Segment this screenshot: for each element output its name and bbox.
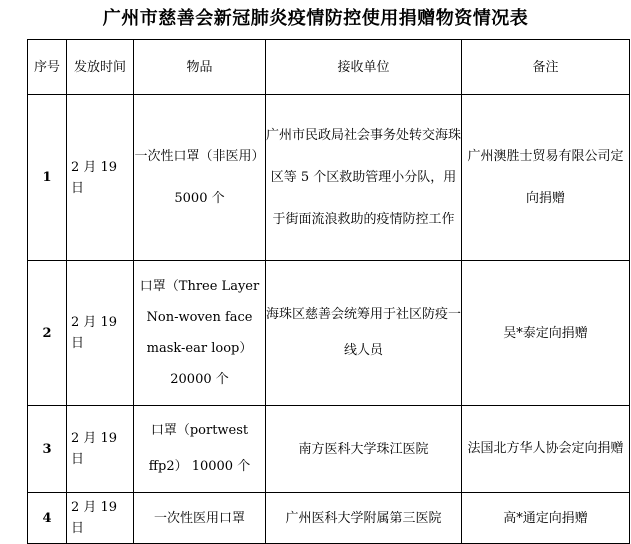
row-recipient: 海珠区慈善会统筹用于社区防疫一线人员 (266, 261, 462, 406)
table-row (28, 261, 630, 406)
row-item: 口罩（portwest ffp2） 10000 个 (134, 406, 266, 493)
row-note: 吴*泰定向捐赠 (462, 261, 630, 406)
row-date: 2 月 19 日 (67, 95, 134, 261)
row-note: 广州澳胜士贸易有限公司定向捐赠 (462, 95, 630, 261)
row-item: 口罩（Three Layer Non-woven face mask-ear loop） 20000 个 (134, 261, 266, 406)
row-recipient: 广州市民政局社会事务处转交海珠区等 5 个区救助管理小分队，用于街面流浪救助的疫情防控工作 (266, 95, 462, 261)
row-note: 法国北方华人协会定向捐赠 (462, 406, 630, 493)
row-item: 一次性口罩（非医用）5000 个 (134, 95, 266, 261)
header-recipient: 接收单位 (266, 40, 462, 95)
row-date: 2 月 19 日 (67, 406, 134, 493)
row-item: 一次性医用口罩 (134, 493, 266, 544)
row-index: 4 (28, 493, 67, 544)
row-index: 2 (28, 261, 67, 406)
row-date: 2 月 19 日 (67, 493, 134, 544)
header-date: 发放时间 (67, 40, 134, 95)
header-index: 序号 (28, 40, 67, 95)
page-title: 广州市慈善会新冠肺炎疫情防控使用捐赠物资情况表 (102, 8, 529, 29)
row-recipient: 广州医科大学附属第三医院 (266, 493, 462, 544)
table-row (28, 95, 630, 261)
header-note: 备注 (462, 40, 630, 95)
row-recipient: 南方医科大学珠江医院 (266, 406, 462, 493)
table-row (28, 406, 630, 493)
header-item: 物品 (134, 40, 266, 95)
table-row (28, 493, 630, 544)
table-header-row (28, 40, 630, 95)
row-note: 高*通定向捐赠 (462, 493, 630, 544)
row-date: 2 月 19 日 (67, 261, 134, 406)
row-index: 1 (28, 95, 67, 261)
donation-table (27, 39, 630, 544)
row-index: 3 (28, 406, 67, 493)
